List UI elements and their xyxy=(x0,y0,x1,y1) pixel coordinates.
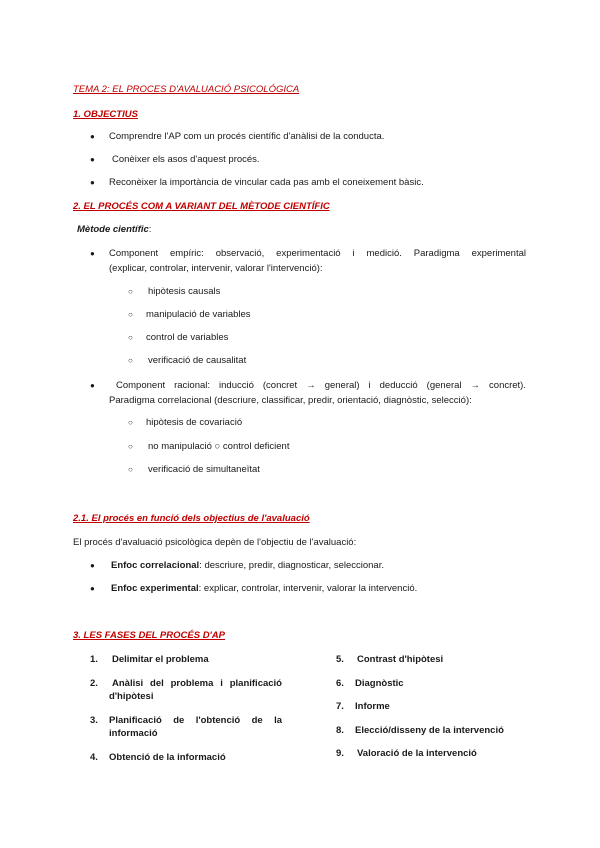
approach-correlational-label: Enfoc correlacional xyxy=(111,560,200,571)
phase-8-text: Elecció/disseny de la intervenció xyxy=(355,725,504,736)
bullet-icon: ● xyxy=(90,132,95,141)
objective-1: Comprendre l'AP com un procés científic d'anàlisi de la conducta. xyxy=(109,131,385,142)
document-title: TEMA 2: EL PROCES D'AVALUACIÓ PSICOLÓGICA xyxy=(73,84,300,95)
phase-6-number: 6. xyxy=(336,678,344,689)
bullet-icon: ● xyxy=(90,249,95,258)
racional-line-2: Paradigma correlacional (descriure, classificar, predir, orientació, diagnòstic, selecció): xyxy=(109,395,472,406)
circle-bullet-icon: ○ xyxy=(128,442,133,451)
phase-3-number: 3. xyxy=(90,715,98,726)
method-label-text: Mètode científic xyxy=(77,224,149,235)
phase-6-text: Diagnòstic xyxy=(355,678,404,689)
phase-3-line-1: Planificació de l'obtenció de la xyxy=(109,715,282,726)
objective-2: Conèixer els asos d'aquest procés. xyxy=(112,154,260,165)
section-1-heading: 1. OBJECTIUS xyxy=(73,109,138,120)
phase-5-number: 5. xyxy=(336,654,344,665)
method-label xyxy=(77,224,151,235)
approach-correlational xyxy=(111,560,384,571)
phase-7-number: 7. xyxy=(336,701,344,712)
method-label-colon: : xyxy=(148,224,152,235)
approach-experimental xyxy=(111,583,417,594)
empiric-item-3: control de variables xyxy=(146,332,229,343)
phase-7-text: Informe xyxy=(355,701,390,712)
empiric-line-1: Component empíric: observació, experimentació i medició. Paradigma experimental xyxy=(109,248,526,259)
circle-bullet-icon: ○ xyxy=(128,287,133,296)
empiric-line-2: (explicar, controlar, intervenir, valorar l'intervenció): xyxy=(109,263,323,274)
empiric-item-1: hipòtesis causals xyxy=(148,286,221,297)
racional-item-1: hipòtesis de covariació xyxy=(146,417,243,428)
bullet-icon: ● xyxy=(90,584,95,593)
phase-5-text: Contrast d'hipòtesi xyxy=(357,654,444,665)
phase-8-number: 8. xyxy=(336,725,344,736)
bullet-icon: ● xyxy=(90,155,95,164)
phase-2-line-2: d'hipòtesi xyxy=(109,691,154,702)
section-2-heading: 2. EL PROCÉS COM A VARIANT DEL MÈTODE CIENTÍFIC xyxy=(73,201,330,212)
bullet-icon: ● xyxy=(90,561,95,570)
approach-experimental-label: Enfoc experimental xyxy=(111,583,199,594)
phase-1-text: Delimitar el problema xyxy=(112,654,209,665)
phase-2-line-1: Anàlisi del problema i planificació xyxy=(112,678,282,689)
phase-9-number: 9. xyxy=(336,748,344,759)
racional-line-1: Component racional: inducció (concret → general) i deducció (general → concret). xyxy=(116,380,526,391)
circle-bullet-icon: ○ xyxy=(128,310,133,319)
objective-3: Reconèixer la importància de vincular cada pas amb el coneixement bàsic. xyxy=(109,177,424,188)
phase-9-text: Valoració de la intervenció xyxy=(357,748,477,759)
approach-experimental-text: : explicar, controlar, intervenir, valorar la intervenció. xyxy=(198,583,418,594)
phase-2-number: 2. xyxy=(90,678,98,689)
racional-item-3: verificació de simultaneïtat xyxy=(148,464,260,475)
section-2-1-heading: 2.1. El procés en funció dels objectius de l'avaluació xyxy=(73,513,310,524)
phase-3-line-2: informació xyxy=(109,728,158,739)
phase-1-number: 1. xyxy=(90,654,98,665)
bullet-icon: ● xyxy=(90,381,95,390)
circle-bullet-icon: ○ xyxy=(128,418,133,427)
section-2-1-intro: El procés d'avaluació psicològica depèn de l'objectiu de l'avaluació: xyxy=(73,537,357,548)
phase-4-number: 4. xyxy=(90,752,98,763)
empiric-item-4: verificació de causalitat xyxy=(148,355,247,366)
empiric-item-2: manipulació de variables xyxy=(146,309,251,320)
approach-correlational-text: : descriure, predir, diagnosticar, seleccionar. xyxy=(199,560,384,571)
circle-bullet-icon: ○ xyxy=(128,333,133,342)
racional-item-2: no manipulació ○ control deficient xyxy=(148,441,290,452)
phase-4-text: Obtenció de la informació xyxy=(109,752,226,763)
bullet-icon: ● xyxy=(90,178,95,187)
circle-bullet-icon: ○ xyxy=(128,356,133,365)
section-3-heading: 3. LES FASES DEL PROCÉS D'AP xyxy=(73,630,226,641)
circle-bullet-icon: ○ xyxy=(128,465,133,474)
